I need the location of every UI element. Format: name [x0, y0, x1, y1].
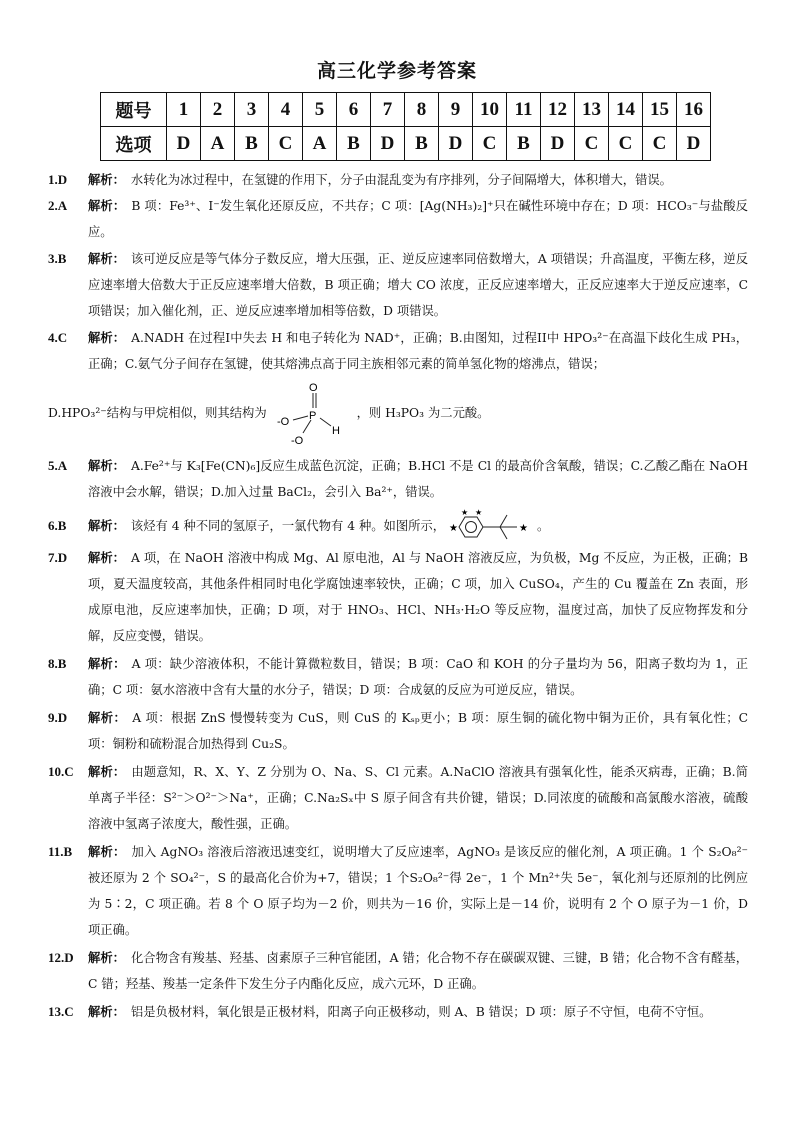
tert-butylbenzene-structure [445, 509, 537, 543]
item-number: 8.B [48, 656, 67, 671]
answer-cell: C [473, 127, 507, 161]
answer-cell: D [677, 127, 711, 161]
answer-table [100, 92, 711, 161]
answer-cell: C [609, 127, 643, 161]
number-header: 题号 [101, 93, 167, 127]
item-text: 加入 AgNO₃ 溶液后溶液迅速变红，说明增大了反应速率，AgNO₃ 是该反应的催化剂，A 项正确。1 个 S₂O₈²⁻被还原为 2 个 SO₄²⁻，S 的最高化合价为+7，错误；1 个S₂O₈²⁻得 2e⁻，1 个 Mn²⁺失 5e⁻，氧化剂与还原剂的比例应为 5∶2，C 项正确。若 8 个 O 原子均为－2 价，则共为－16 价，实际上是－14 价，说明有 2 个 O 原子为－1 价，D 项正确。 [88, 845, 748, 937]
question-number: 7 [371, 93, 405, 127]
analysis-label: 解析： [88, 844, 126, 859]
explanation-item [48, 759, 748, 837]
item-text-end: 。 [537, 519, 550, 533]
atom-o-bottom: -O [290, 435, 303, 447]
item-text: 铝是负极材料，氧化银是正极材料，阳离子向正极移动，则 A、B 错误；D 项：原子不守恒，电荷不守恒。 [130, 1005, 712, 1019]
item-number: 9.D [48, 710, 68, 725]
item-number: 3.B [48, 251, 67, 266]
explanation-item [48, 839, 748, 943]
answer-cell: D [541, 127, 575, 161]
structure-line [48, 377, 748, 449]
item-number: 13.C [48, 1004, 74, 1019]
explanation-item [48, 193, 748, 245]
item-number: 11.B [48, 844, 73, 859]
question-number: 2 [201, 93, 235, 127]
answer-header: 选项 [101, 127, 167, 161]
page-title: 高三化学参考答案 [316, 60, 477, 82]
question-number: 10 [473, 93, 507, 127]
answer-table-answer-row [101, 127, 711, 161]
explanation-item [48, 545, 748, 649]
answer-cell: C [643, 127, 677, 161]
item-text: A 项，在 NaOH 溶液中构成 Mg、Al 原电池，Al 与 NaOH 溶液反应，为负极，Mg 不反应，为正极，正确；B 项，夏天温度较高，其他条件相同时电化学腐蚀速率较快，正确；C 项，加入 CuSO₄，产生的 Cu 覆盖在 Zn 表面，形成原电池，反应速率加快，正确；D 项，对于 HNO₃、HCl、NH₃·H₂O 等反应物，温度过高，加快了反应物挥发和分解，反应变慢，错误。 [88, 551, 748, 643]
answer-cell: C [269, 127, 303, 161]
item-number: 10.C [48, 764, 74, 779]
item-number: 6.B [48, 518, 67, 533]
explanation-item [48, 999, 748, 1025]
question-number: 5 [303, 93, 337, 127]
analysis-label: 解析： [88, 950, 125, 965]
question-number: 9 [439, 93, 473, 127]
item-number: 2.A [48, 198, 68, 213]
question-number: 1 [167, 93, 201, 127]
answer-cell: D [371, 127, 405, 161]
question-number: 12 [541, 93, 575, 127]
answer-cell: D [167, 127, 201, 161]
item-text: 该可逆反应是等气体分子数反应，增大压强，正、逆反应速率同倍数增大，A 项错误；升高温度，平衡左移，逆反应速率增大倍数大于正反应速率增大倍数，B 项正确；增大 CO 浓度，正反应速率增大，正反应速率大于逆反应速率，C 项错误；加入催化剂，正、逆反应速率增加相等倍数，D 项错误。 [88, 252, 748, 318]
explanation-item [48, 705, 748, 757]
analysis-label: 解析： [88, 710, 127, 725]
star-mark: ★ [519, 523, 528, 534]
analysis-label: 解析： [88, 172, 125, 187]
question-number: 13 [575, 93, 609, 127]
star-mark: ★ [461, 509, 469, 517]
atom-o-left: -O [276, 416, 289, 428]
item-text: B 项：Fe³⁺、I⁻发生氧化还原反应，不共存；C 项：[Ag(NH₃)₂]⁺只在碱性环境中存在；D 项：HCO₃⁻与盐酸反应。 [88, 199, 748, 239]
question-number: 15 [643, 93, 677, 127]
item-text-part: D.HPO₃²⁻结构与甲烷相似，则其结构为 [48, 406, 267, 420]
explanation-item [48, 246, 748, 324]
analysis-label: 解析： [88, 550, 125, 565]
answer-cell: B [405, 127, 439, 161]
item-text: A 项：缺少溶液体积，不能计算微粒数目，错误；B 项：CaO 和 KOH 的分子量均为 56，阳离子数均为 1，正确；C 项：氨水溶液中含有大量的水分子，错误；D 项：合成氨的反应为可逆反应，错误。 [88, 657, 748, 697]
answer-cell: B [507, 127, 541, 161]
analysis-label: 解析： [88, 656, 126, 671]
question-number: 11 [507, 93, 541, 127]
analysis-label: 解析： [88, 251, 125, 266]
analysis-label: 解析： [88, 1004, 125, 1019]
item-text: A.Fe²⁺与 K₃[Fe(CN)₆]反应生成蓝色沉淀，正确；B.HCl 不是 Cl 的最高价含氧酸，错误；C.乙酸乙酯在 NaOH 溶液中会水解，错误；D.加入过量 BaCl₂，会引入 Ba²⁺，错误。 [88, 459, 748, 499]
item-text: 由题意知，R、X、Y、Z 分别为 O、Na、S、Cl 元素。A.NaClO 溶液具有强氧化性，能杀灭病毒，正确；B.简单离子半径：S²⁻＞O²⁻＞Na⁺，正确；C.Na₂Sₓ中 S 原子间含有共价键，错误；D.同浓度的硫酸和高氯酸水溶液，硫酸溶液中氢离子浓度大，酸性强，正确。 [88, 765, 748, 831]
answer-cell: C [575, 127, 609, 161]
question-number: 8 [405, 93, 439, 127]
item-number: 7.D [48, 550, 68, 565]
answer-cell: D [439, 127, 473, 161]
explanation-item [48, 509, 748, 543]
phosphite-structure-diagram [273, 378, 351, 448]
question-number: 3 [235, 93, 269, 127]
analysis-label: 解析： [88, 518, 125, 533]
answer-cell: A [303, 127, 337, 161]
analysis-label: 解析： [88, 330, 126, 345]
item-text-part: ，则 H₃PO₃ 为二元酸。 [356, 406, 490, 420]
analysis-label: 解析： [88, 458, 125, 473]
star-mark: ★ [475, 509, 483, 517]
item-text: 化合物含有羧基、羟基、卤素原子三种官能团，A 错；化合物不存在碳碳双键、三键，B 错；化合物不含有醛基，C 错；羟基、羧基一定条件下发生分子内酯化反应，成六元环，D 正确。 [88, 951, 748, 991]
item-text: A.NADH 在过程I中失去 H 和电子转化为 NAD⁺，正确；B.由图知，过程II中 HPO₃²⁻在高温下歧化生成 PH₃，正确；C.氨气分子间存在氢键，使其熔沸点高于同主族相邻元素的简单氢化物的熔沸点，错误； [88, 331, 748, 371]
atom-h: H [331, 425, 340, 437]
answer-cell: A [201, 127, 235, 161]
question-number: 6 [337, 93, 371, 127]
question-number: 16 [677, 93, 711, 127]
answer-table-number-row [101, 93, 711, 127]
analysis-label: 解析： [88, 198, 126, 213]
explanation-item [48, 325, 748, 449]
atom-o-top: O [308, 382, 318, 394]
item-number: 4.C [48, 330, 68, 345]
explanation-item [48, 453, 748, 505]
item-text: 该烃有 4 种不同的氢原子，一氯代物有 4 种。如图所示， [130, 519, 446, 533]
explanation-item [48, 651, 748, 703]
explanation-item [48, 945, 748, 997]
atom-p: P [308, 410, 316, 422]
item-number: 12.D [48, 950, 74, 965]
item-text: A 项：根据 ZnS 慢慢转变为 CuS，则 CuS 的 Kₛₚ更小；B 项：原生铜的硫化物中铜为正价，具有氧化性；C 项：铜粉和硫粉混合加热得到 Cu₂S。 [88, 711, 748, 751]
explanation-item [48, 167, 748, 193]
star-mark: ★ [449, 523, 458, 534]
answer-cell: B [235, 127, 269, 161]
question-number: 14 [609, 93, 643, 127]
item-text: 水转化为冰过程中，在氢键的作用下，分子由混乱变为有序排列，分子间隔增大，体积增大，错误。 [130, 173, 672, 187]
answer-cell: B [337, 127, 371, 161]
explanations [48, 167, 748, 1025]
question-number: 4 [269, 93, 303, 127]
item-number: 1.D [48, 172, 68, 187]
analysis-label: 解析： [88, 764, 126, 779]
item-number: 5.A [48, 458, 68, 473]
